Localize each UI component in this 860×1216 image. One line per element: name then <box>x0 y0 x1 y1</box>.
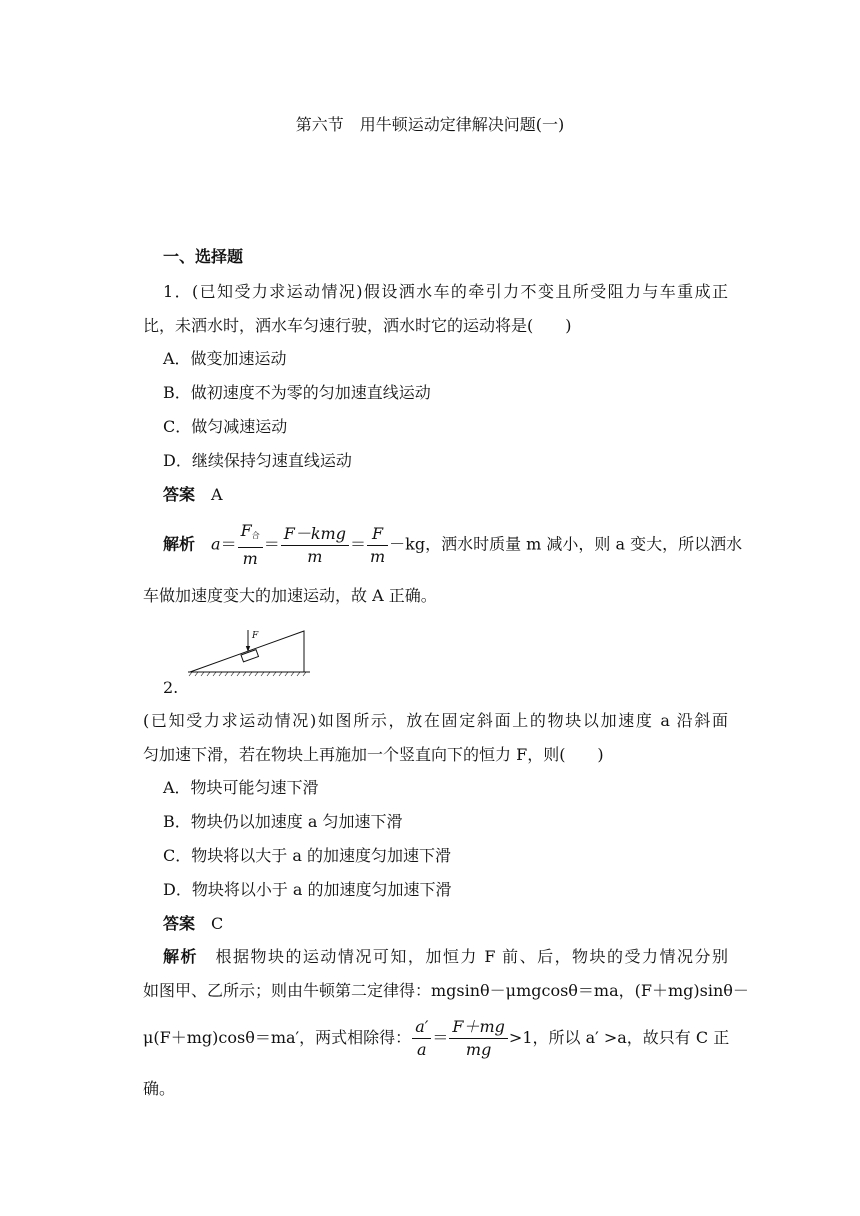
figure-label-f: F <box>252 631 259 641</box>
q1-answer <box>163 484 223 506</box>
q2-eq-sign: ＝ <box>432 1028 449 1047</box>
q2-option-a: A．物块可能匀速下滑 <box>163 778 319 797</box>
q1-answer-value: A <box>211 485 223 504</box>
q1-frac1-den: m <box>242 549 258 568</box>
q2-analysis-line4: 确。 <box>143 1079 176 1098</box>
q2-number: 2. <box>163 678 179 697</box>
q2-analysis-line3 <box>143 1016 729 1061</box>
incline-figure <box>186 627 312 679</box>
q2-option-b: B．物块仍以加速度 a 匀加速下滑 <box>163 812 403 831</box>
q1-analysis-line1 <box>163 520 742 570</box>
q1-frac1-num: F <box>240 521 252 540</box>
q2-analysis-line2: 如图甲、乙所示；则由牛顿第二定律得：mgsinθ－μmgcosθ＝ma，(F＋mg)sinθ－ <box>143 981 749 1000</box>
q2-analysis-line1 <box>163 946 728 968</box>
q2-fraction-b <box>449 1016 508 1061</box>
q1-analysis-var-a: a <box>211 534 221 554</box>
q1-stem-line1: 1．(已知受力求运动情况)假设洒水车的牵引力不变且所受阻力与车重成正 <box>163 282 728 301</box>
q2-option-d: D．物块将以小于 a 的加速度匀加速下滑 <box>163 880 452 899</box>
q1-option-b: B．做初速度不为零的匀加速直线运动 <box>163 383 431 402</box>
q1-fraction-2 <box>281 523 349 568</box>
q2-answer <box>163 913 223 935</box>
q2-answer-label: 答案 <box>163 914 196 933</box>
q1-frac2-num: F－kmg <box>281 523 349 546</box>
q1-frac2-den: m <box>307 546 323 566</box>
q2-fracb-num: F＋mg <box>449 1016 508 1039</box>
q1-fraction-3 <box>367 523 388 568</box>
section-heading: 一、选择题 <box>163 247 244 266</box>
q2-fraca-num: a′ <box>412 1016 431 1039</box>
q1-option-d: D．继续保持匀速直线运动 <box>163 451 352 470</box>
q1-eq-sign: ＝ <box>220 534 237 554</box>
q1-frac3-num: F <box>367 523 388 546</box>
q2-stem-line1: (已知受力求运动情况)如图所示，放在固定斜面上的物块以加速度 a 沿斜面 <box>143 711 728 730</box>
q2-analysis-text1: 根据物块的运动情况可知，加恒力 F 前、后，物块的受力情况分别 <box>215 947 728 966</box>
q2-answer-value: C <box>211 914 224 933</box>
q2-analysis-label: 解析 <box>163 947 198 966</box>
q1-frac3-den: m <box>369 546 386 566</box>
q2-option-c: C．物块将以大于 a 的加速度匀加速下滑 <box>163 846 451 865</box>
q2-fraca-den: a <box>417 1040 427 1059</box>
q1-option-a: A．做变加速运动 <box>163 349 287 368</box>
q1-eq-sign-2: ＝ <box>263 534 280 554</box>
q1-fraction-1 <box>238 520 263 570</box>
q1-analysis-label: 解析 <box>163 534 196 554</box>
q1-frac1-sub: 合 <box>251 531 260 540</box>
q1-analysis-tail: －kg，洒水时质量 m 减小，则 a 变大，所以洒水 <box>389 534 743 554</box>
q2-analysis-text3a: μ(F＋mg)cosθ＝ma′，两式相除得： <box>143 1028 412 1047</box>
q1-eq-sign-3: ＝ <box>349 534 366 554</box>
q2-stem-line2: 匀加速下滑，若在物块上再施加一个竖直向下的恒力 F，则( ) <box>143 745 604 764</box>
q1-analysis-line2: 车做加速度变大的加速运动，故 A 正确。 <box>143 586 437 605</box>
q2-fracb-den: mg <box>465 1040 492 1059</box>
q1-answer-label: 答案 <box>163 485 196 504</box>
q1-stem-line2: 比，未洒水时，洒水车匀速行驶，洒水时它的运动将是( ) <box>143 316 572 335</box>
q2-fraction-a <box>412 1016 431 1061</box>
q1-option-c: C．做匀减速运动 <box>163 417 288 436</box>
page-title: 第六节 用牛顿运动定律解决问题(一) <box>295 115 565 134</box>
q2-analysis-text3b: >1，所以 a′ >a，故只有 C 正 <box>508 1028 730 1047</box>
